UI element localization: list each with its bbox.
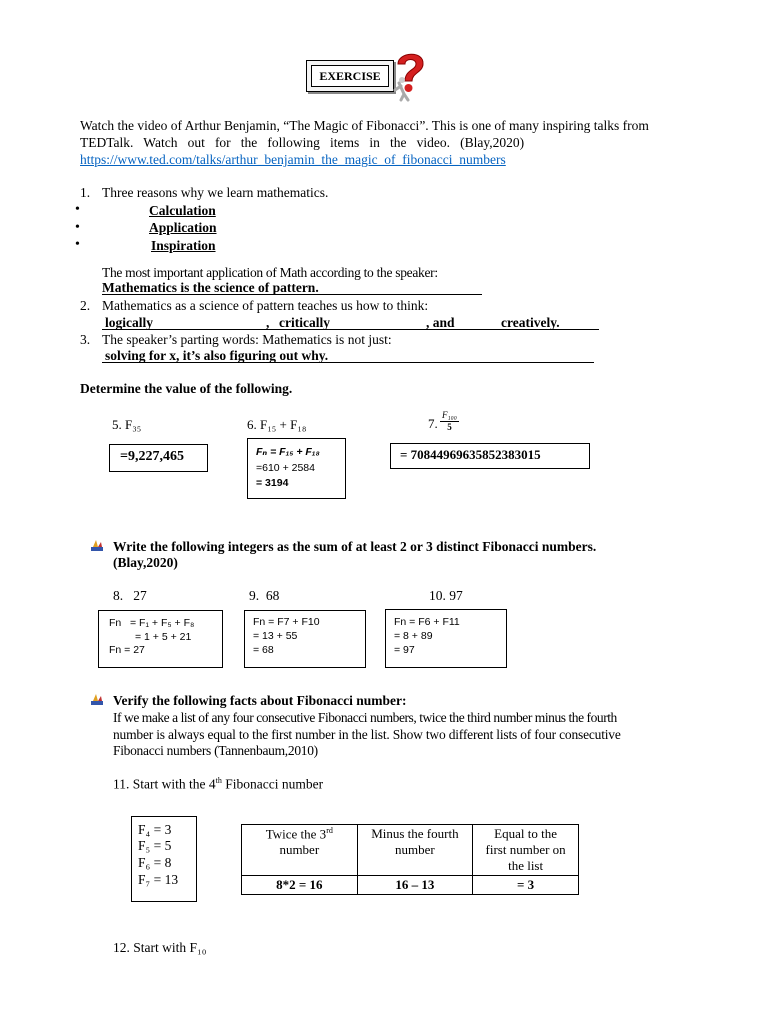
- intro-line-2: TEDTalk. Watch out for the following items in the video. (Blay,2020): [80, 135, 525, 150]
- verify-para-3: Fibonacci numbers (Tannenbaum,2010): [113, 743, 318, 758]
- q2-and: , and: [426, 315, 455, 330]
- header-3a: Equal to the: [494, 826, 557, 841]
- table-cell: 8*2 = 16: [242, 876, 358, 895]
- problem-12-label: 12. Start with F₁₀: [113, 940, 207, 955]
- problem-10-answer-box: [385, 609, 507, 668]
- problem-7-label: 7.: [428, 416, 438, 431]
- reason-2: Application: [149, 220, 217, 235]
- problem-7-fraction: [440, 410, 459, 433]
- table-cell: 16 – 13: [357, 876, 473, 895]
- fib-value: F₆ = 8: [138, 855, 172, 870]
- header-1-post: number: [279, 842, 320, 858]
- q2-answer-1: logically: [105, 315, 153, 330]
- problem-9-line-1: Fn = F7 + F10: [253, 616, 320, 628]
- problem-9-label: 9. 68: [249, 588, 280, 603]
- pencil-icon: [90, 693, 104, 707]
- fraction-denominator: 5: [447, 422, 452, 432]
- problem-6-answer-box: [247, 438, 346, 499]
- table-header-cell: [242, 825, 358, 876]
- problem-6-line-2: =610 + 2584: [256, 462, 315, 474]
- bullet-icon: •: [75, 220, 80, 235]
- reason-3: Inspiration: [151, 238, 216, 253]
- verify-table: [241, 824, 579, 895]
- verify-para-2: number is always equal to the first number in the list. Show two different lists of four consecutive: [113, 727, 621, 742]
- problem-5-label: 5. F₃₅: [112, 417, 142, 432]
- problem-8-answer-box: [98, 610, 223, 668]
- q3-number: 3.: [80, 332, 91, 347]
- header-2b: number: [395, 842, 435, 857]
- header-1-sup: rd: [326, 826, 333, 835]
- problem-6-line-1: Fₙ = F₁₅ + F₁₈: [256, 446, 320, 458]
- problem-11-label-post: Fibonacci number: [221, 776, 324, 792]
- problem-10-label: 10. 97: [429, 588, 463, 603]
- fib-value: F₅ = 5: [138, 838, 172, 853]
- q1-text: Three reasons why we learn mathematics.: [102, 185, 329, 200]
- important-answer: Mathematics is the science of pattern.: [102, 280, 319, 295]
- problem-7-answer: = 70844969635852383015: [400, 447, 541, 462]
- problem-9-line-3: = 68: [253, 644, 274, 656]
- q3-answer: solving for x, it’s also figuring out why.: [105, 348, 329, 363]
- answer-underline: [102, 362, 594, 363]
- answer-underline: [102, 294, 482, 295]
- q3-text: The speaker’s parting words: Mathematics is not just:: [102, 332, 392, 347]
- answer-underline: [102, 329, 599, 330]
- exercise-label: EXERCISE: [311, 65, 389, 87]
- problem-9-line-2: = 13 + 55: [253, 630, 298, 642]
- important-prompt: The most important application of Math according to the speaker:: [102, 265, 438, 280]
- q2-text: Mathematics as a science of pattern teaches us how to think:: [102, 298, 429, 313]
- header-3c: the list: [508, 858, 544, 873]
- fib-value: F₄ = 3: [138, 822, 172, 837]
- question-mark-icon: [390, 50, 430, 102]
- fib-values-box: [131, 816, 197, 902]
- problem-8-line-3: Fn = 27: [109, 644, 145, 656]
- problem-11-label-pre: 11. Start with the 4: [113, 776, 216, 792]
- comma-separator: ,: [266, 315, 270, 330]
- problem-7-answer-box: [390, 443, 590, 469]
- problem-9-answer-box: [244, 610, 366, 668]
- table-header-row: [242, 825, 579, 876]
- fraction-numerator: F₁₀₀: [442, 410, 457, 420]
- problem-8-line-1: Fn = F₁ + F₅ + F₈: [109, 617, 195, 629]
- ted-link[interactable]: https://www.ted.com/talks/arthur_benjamin_the_magic_of_fibonacci_numbers: [80, 152, 506, 167]
- table-header-cell: [357, 825, 473, 876]
- exercise-badge: [306, 60, 394, 92]
- intro-line-1: Watch the video of Arthur Benjamin, “The Magic of Fibonacci”. This is one of many inspiring talks from: [80, 118, 649, 133]
- problem-11-label: [113, 776, 323, 793]
- table-row: [242, 876, 579, 895]
- problem-5-answer-box: [109, 444, 208, 472]
- reason-1: Calculation: [149, 203, 216, 218]
- bullet-icon: •: [75, 202, 80, 217]
- problem-6-line-3: = 3194: [256, 477, 289, 489]
- table-cell: = 3: [473, 876, 579, 895]
- header-2a: Minus the fourth: [371, 826, 459, 841]
- problem-10-line-1: Fn = F6 + F11: [394, 616, 460, 628]
- problem-8-line-2: = 1 + 5 + 21: [135, 631, 192, 643]
- header-1-pre: Twice the 3: [265, 826, 327, 842]
- write-heading-2: (Blay,2020): [113, 555, 178, 570]
- problem-5-answer: =9,227,465: [120, 449, 184, 464]
- write-heading-1: Write the following integers as the sum of at least 2 or 3 distinct Fibonacci numbers.: [113, 539, 597, 554]
- verify-para-1: If we make a list of any four consecutive Fibonacci numbers, twice the third number minus the fourth: [113, 710, 617, 725]
- table-header-cell: [473, 825, 579, 876]
- problem-10-line-3: = 97: [394, 644, 415, 656]
- q1-number: 1.: [80, 185, 91, 200]
- bullet-icon: •: [75, 237, 80, 252]
- q2-answer-2: critically: [279, 315, 330, 330]
- determine-heading: Determine the value of the following.: [80, 381, 293, 396]
- problem-6-label: 6. F₁₅ + F₁₈: [247, 417, 307, 432]
- q2-answer-3: creatively.: [501, 315, 560, 330]
- problem-10-line-2: = 8 + 89: [394, 630, 433, 642]
- fib-value: F₇ = 13: [138, 872, 179, 887]
- problem-11-sup: th: [215, 776, 222, 785]
- header-3b: first number on: [485, 842, 566, 857]
- q2-number: 2.: [80, 298, 91, 313]
- pencil-icon: [90, 539, 104, 553]
- verify-heading: Verify the following facts about Fibonacci number:: [113, 693, 407, 708]
- problem-8-label: 8. 27: [113, 588, 147, 603]
